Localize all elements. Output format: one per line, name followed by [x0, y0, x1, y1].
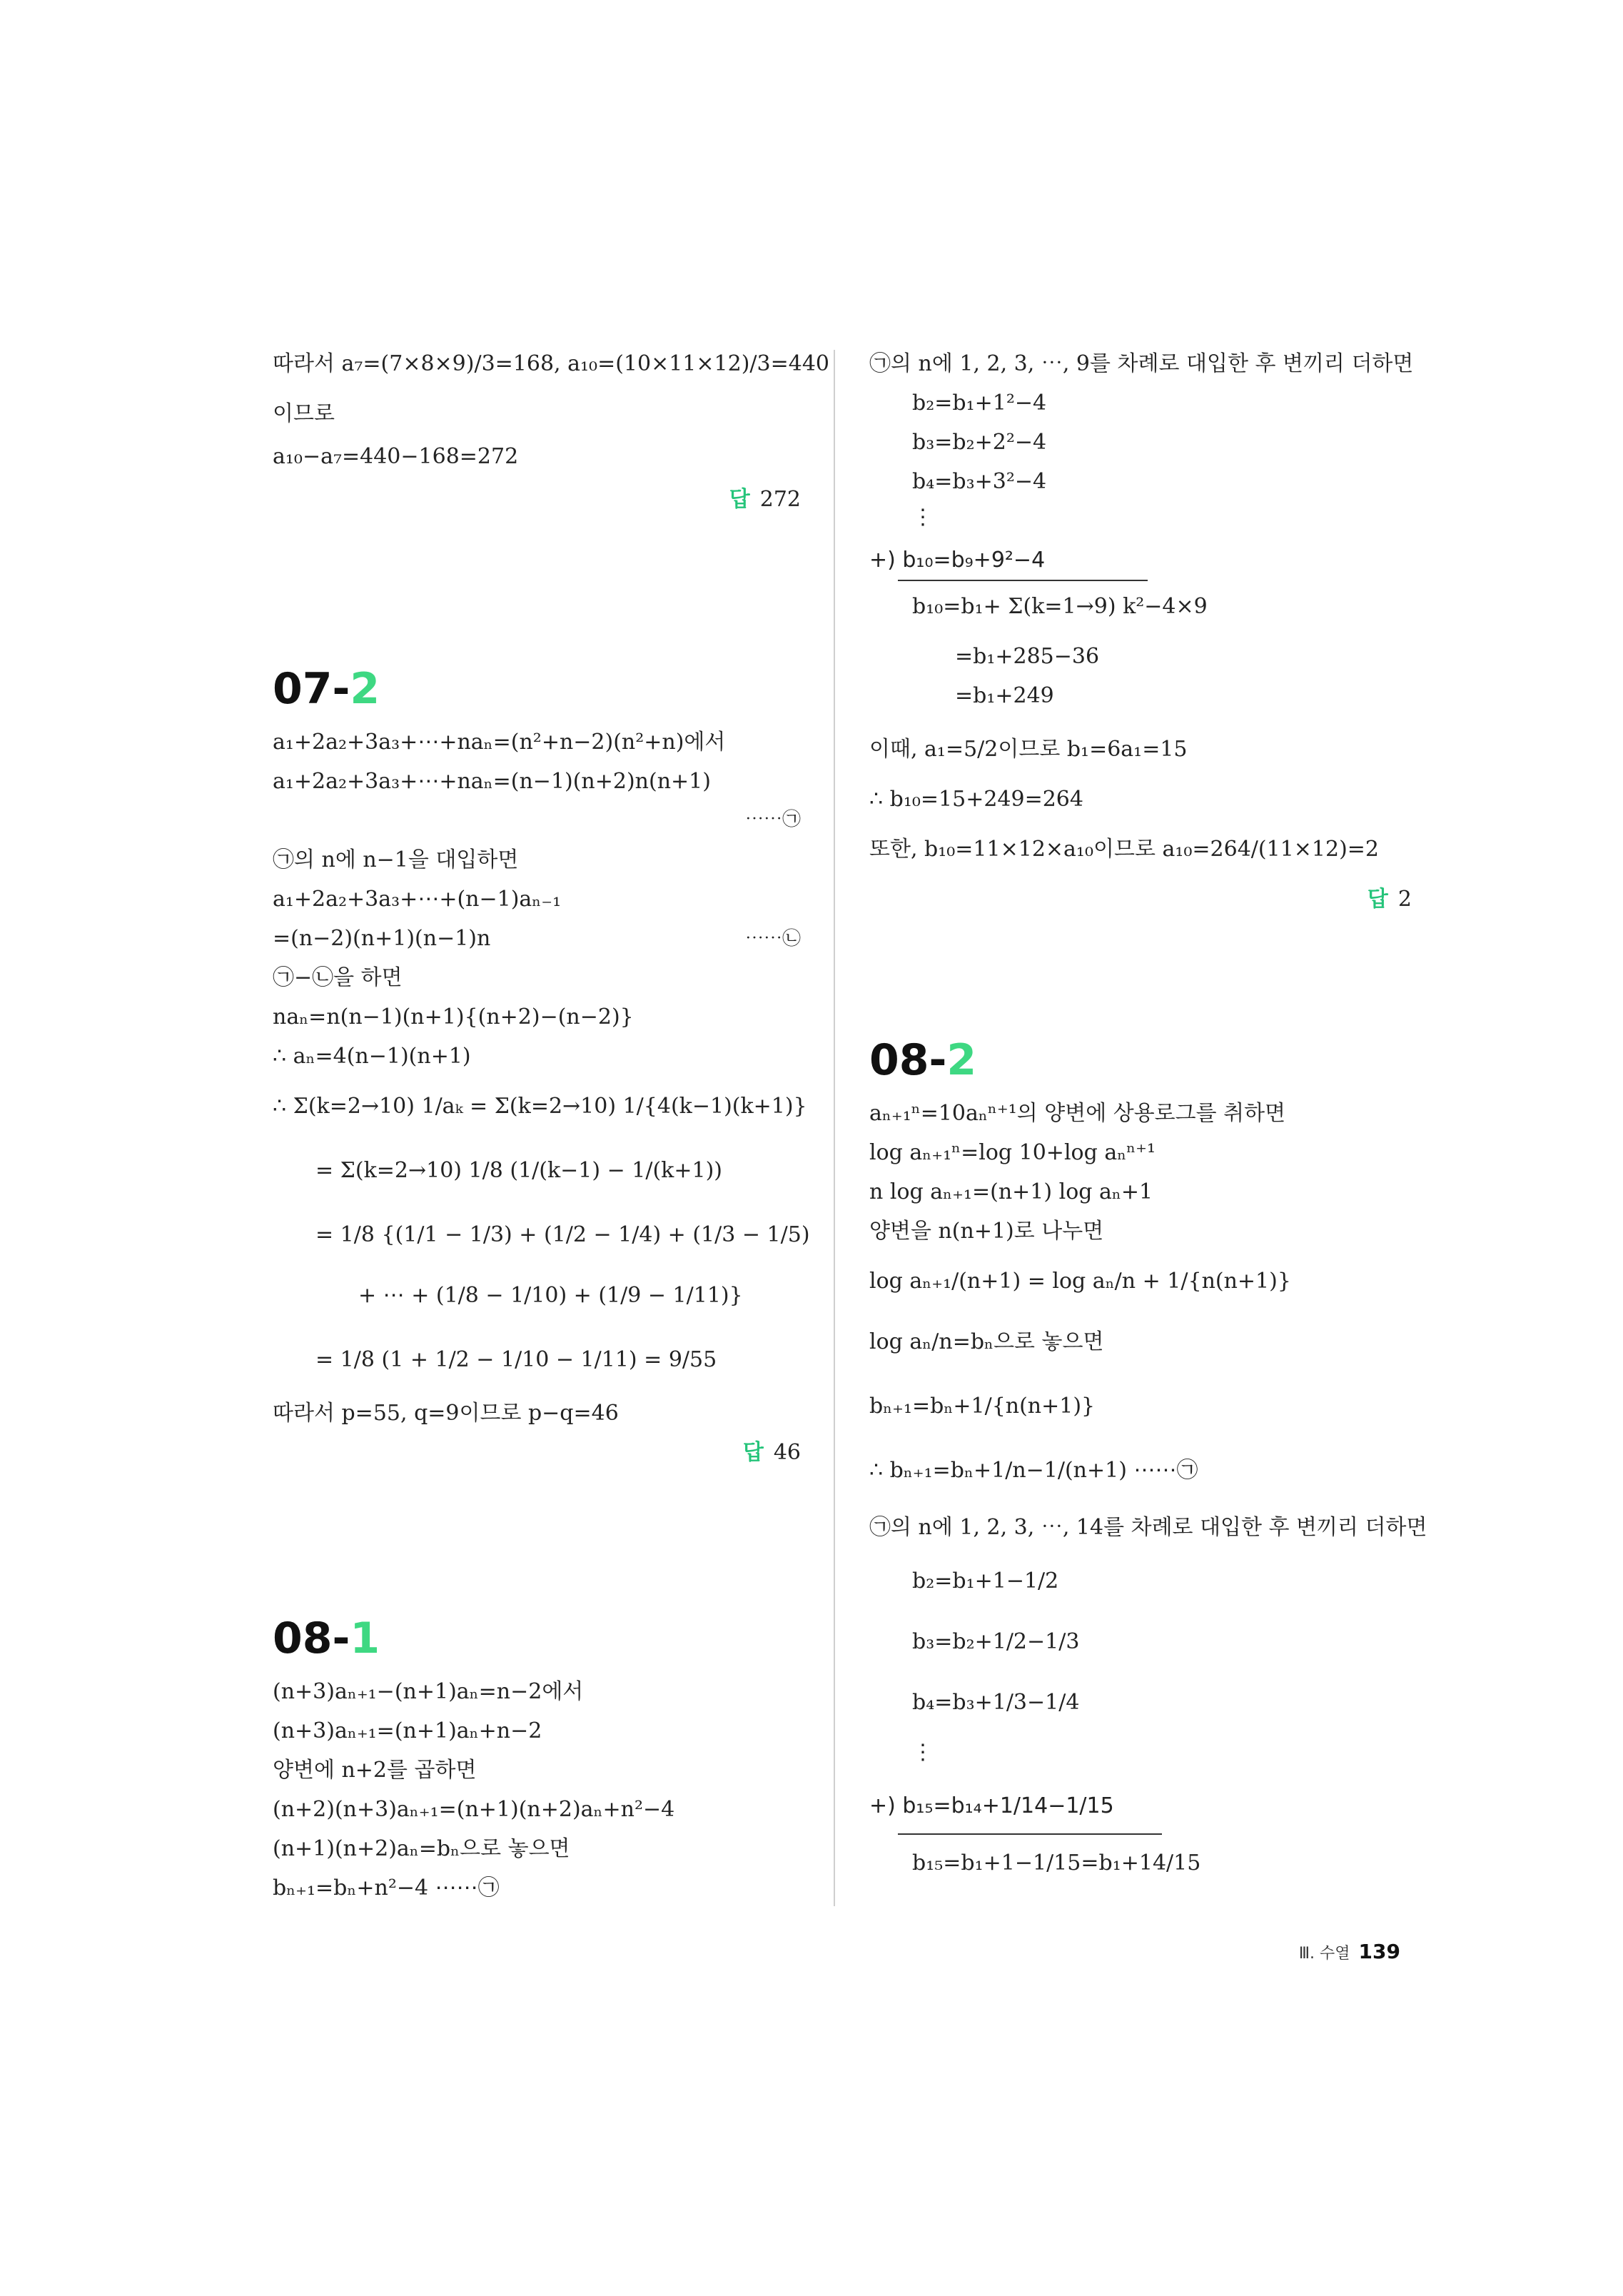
- text-line: =(n−2)(n+1)(n−1)n: [273, 926, 491, 951]
- text-line: log aₙ₊₁/(n+1) = log aₙ/n + 1/{n(n+1)}: [869, 1269, 1291, 1294]
- text-line: = 1/8 (1 + 1/2 − 1/10 − 1/11) = 9/55: [315, 1347, 717, 1372]
- text-line: b₁₅=b₁+1−1/15=b₁+14/15: [912, 1851, 1201, 1875]
- sum-rule: [898, 1833, 1162, 1835]
- answer: [743, 1439, 801, 1467]
- answer-label: 답: [742, 1440, 764, 1465]
- text-line: log aₙ₊₁ⁿ=log 10+log aₙⁿ⁺¹: [869, 1140, 1156, 1165]
- section-number: 07-: [273, 664, 350, 714]
- vertical-ellipsis: ⋮: [912, 1740, 934, 1765]
- equation-marker: ⋯⋯㉡: [744, 928, 801, 950]
- text-line: ㉠의 n에 1, 2, 3, ⋯, 14를 차례로 대입한 후 변끼리 더하면: [869, 1515, 1427, 1540]
- text-line: b₂=b₁+1²−4: [912, 391, 1047, 416]
- answer-value: 46: [773, 1440, 801, 1465]
- text-line: log aₙ/n=bₙ으로 놓으면: [869, 1329, 1104, 1354]
- text-line: =b₁+249: [955, 683, 1054, 708]
- section-subnumber: 1: [350, 1613, 380, 1663]
- text-line: +) b₁₀=b₉+9²−4: [869, 548, 1046, 573]
- text-line: 이므로: [273, 401, 335, 426]
- text-line: a₁₀−a₇=440−168=272: [273, 444, 519, 469]
- text-line: (n+2)(n+3)aₙ₊₁=(n+1)(n+2)aₙ+n²−4: [273, 1797, 675, 1822]
- text-line: ㉠−㉡을 하면: [273, 965, 403, 990]
- text-line: 또한, b₁₀=11×12×a₁₀이므로 a₁₀=264/(11×12)=2: [869, 837, 1380, 862]
- text-line: b₃=b₂+2²−4: [912, 430, 1047, 455]
- page-number: 139: [1358, 1940, 1400, 1963]
- section-number: 08-: [869, 1035, 947, 1085]
- text-line: = Σ(k=2→10) 1/8 (1/(k−1) − 1/(k+1)): [315, 1158, 722, 1183]
- text-line: n log aₙ₊₁=(n+1) log aₙ+1: [869, 1179, 1153, 1204]
- text-line: 이때, a₁=5/2이므로 b₁=6a₁=15: [869, 737, 1188, 762]
- sum-rule: [898, 580, 1148, 581]
- section-title-08-2: [869, 1035, 976, 1085]
- text-line: ㉠의 n에 n−1을 대입하면: [273, 847, 519, 872]
- text-line: b₄=b₃+1/3−1/4: [912, 1690, 1080, 1715]
- text-line: b₁₀=b₁+ Σ(k=1→9) k²−4×9: [912, 594, 1208, 619]
- text-line: b₄=b₃+3²−4: [912, 469, 1047, 494]
- equation-marker: ⋯⋯㉠: [744, 809, 801, 830]
- answer: [1367, 885, 1412, 914]
- text-line: 따라서 p=55, q=9이므로 p−q=46: [273, 1401, 619, 1426]
- text-line: ∴ b₁₀=15+249=264: [869, 787, 1083, 812]
- answer-value: 272: [759, 487, 801, 512]
- text-line: + ⋯ + (1/8 − 1/10) + (1/9 − 1/11)}: [358, 1283, 743, 1308]
- section-title-08-1: [273, 1613, 380, 1663]
- text-line: naₙ=n(n−1)(n+1){(n+2)−(n−2)}: [273, 1004, 634, 1029]
- text-line: a₁+2a₂+3a₃+⋯+(n−1)aₙ₋₁: [273, 887, 562, 912]
- text-line: 따라서 a₇=(7×8×9)/3=168, a₁₀=(10×11×12)/3=440: [273, 351, 830, 376]
- text-line: ∴ Σ(k=2→10) 1/aₖ = Σ(k=2→10) 1/{4(k−1)(k+1)}: [273, 1094, 807, 1119]
- text-line: = 1/8 {(1/1 − 1/3) + (1/2 − 1/4) + (1/3 − 1/5): [315, 1222, 810, 1247]
- text-line: ∴ bₙ₊₁=bₙ+1/n−1/(n+1) ⋯⋯㉠: [869, 1458, 1198, 1483]
- text-line: bₙ₊₁=bₙ+1/{n(n+1)}: [869, 1394, 1096, 1419]
- text-line: a₁+2a₂+3a₃+⋯+naₙ=(n²+n−2)(n²+n)에서: [273, 730, 726, 755]
- text-line: (n+3)aₙ₊₁−(n+1)aₙ=n−2에서: [273, 1679, 584, 1704]
- text-line: bₙ₊₁=bₙ+n²−4 ⋯⋯㉠: [273, 1875, 500, 1900]
- vertical-ellipsis: ⋮: [912, 505, 934, 530]
- page-footer: [1299, 1939, 1400, 1964]
- section-subnumber: 2: [350, 664, 380, 714]
- chapter-label: Ⅲ. 수열: [1298, 1945, 1350, 1963]
- answer-label: 답: [729, 487, 750, 512]
- column-divider: [834, 350, 835, 1906]
- section-number: 08-: [273, 1613, 350, 1663]
- section-title-07-2: [273, 664, 380, 714]
- text-line: +) b₁₅=b₁₄+1/14−1/15: [869, 1793, 1114, 1818]
- text-line: (n+3)aₙ₊₁=(n+1)aₙ+n−2: [273, 1718, 542, 1743]
- text-line: a₁+2a₂+3a₃+⋯+naₙ=(n−1)(n+2)n(n+1): [273, 769, 711, 794]
- text-line: ∴ aₙ=4(n−1)(n+1): [273, 1044, 471, 1069]
- text-line: =b₁+285−36: [955, 644, 1100, 669]
- answer: [729, 485, 801, 514]
- answer-label: 답: [1367, 887, 1388, 912]
- text-line: b₃=b₂+1/2−1/3: [912, 1629, 1080, 1654]
- text-line: b₂=b₁+1−1/2: [912, 1569, 1059, 1593]
- text-line: 양변에 n+2를 곱하면: [273, 1758, 477, 1783]
- text-line: ㉠의 n에 1, 2, 3, ⋯, 9를 차례로 대입한 후 변끼리 더하면: [869, 351, 1414, 376]
- text-line: 양변을 n(n+1)로 나누면: [869, 1219, 1104, 1244]
- text-line: aₙ₊₁ⁿ=10aₙⁿ⁺¹의 양변에 상용로그를 취하면: [869, 1101, 1286, 1126]
- section-subnumber: 2: [946, 1035, 977, 1085]
- answer-value: 2: [1397, 887, 1412, 912]
- text-line: (n+1)(n+2)aₙ=bₙ으로 놓으면: [273, 1836, 570, 1861]
